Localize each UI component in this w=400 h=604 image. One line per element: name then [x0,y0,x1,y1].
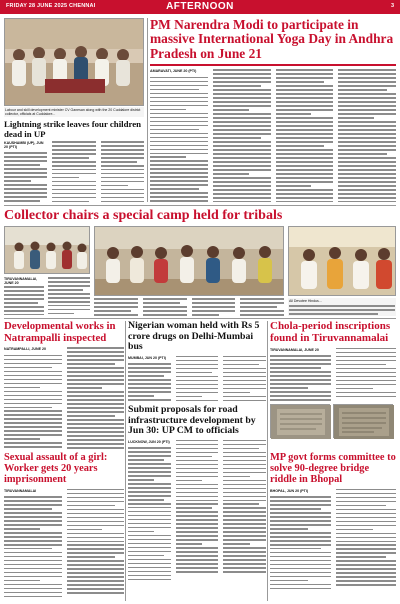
submit-headline: Submit proposals for road infrastructure development by Jun 30: UP CM to officials [128,405,256,437]
lead-dateline: AMARAVATI, JUNE 20 (PTI) [150,69,197,74]
inscription-stone-image-2 [334,405,394,439]
story-chola [270,321,396,449]
nigerian-dateline: MUMBAI, JUN 20 (PTI) [128,355,166,360]
story-lightning [4,120,144,202]
story-sexual-assault [4,452,124,602]
story-collector-col1 [4,277,44,315]
photo-top-caption-text: Labour and skill development minister CV Ganesan along with the 20 Cuddalore district collector, officials at Cuddalore... [5,108,141,117]
photo-right-caption [288,298,396,316]
developmental-headline: Developmental works in Natrampalli inspected [4,321,116,344]
photo-right-caption-text: All Devotee Hindus... [289,299,322,303]
story-collector-col3 [94,298,284,316]
photo-collector-1 [4,226,90,274]
mp-headline: MP govt forms committee to solve 90-degree bridge riddle in Bhopal [270,452,396,486]
lead-headline: PM Narendra Modi to participate in massive International Yoga Day in Andhra Pradesh on June 21 [150,18,394,61]
collector-headline: Collector chairs a special camp held for tribals [4,208,283,223]
group-photo-image [5,19,144,106]
story-collector-col2 [48,277,90,315]
submit-dateline: LUCKNOW, JUN 20 (PTI) [128,439,170,444]
story-developmental [4,321,124,449]
lightning-dateline: KAUSHAMBI (UP), JUN 20 (PTI) [4,141,44,149]
newspaper-brand: AFTERNOON [166,1,234,12]
nigerian-headline: Nigerian woman held with Rs 5 crore drugs on Delhi-Mumbai bus [128,321,260,353]
developmental-dateline: NATRAMPALLI, JUNE 20 [4,347,46,352]
chola-headline: Chola-period inscriptions found in Tiruvannamalai [270,321,391,344]
photo-inscription-2 [333,404,393,438]
camp-photo-image-2 [95,227,284,296]
story-mp-bridge [270,452,396,602]
tiruvannamalai-dateline: TIRUVANNAMALAI, JUNE 20 [4,277,38,285]
temple-photo-image [289,227,396,296]
page-number: 3 [390,3,394,9]
photo-collector-2 [94,226,284,296]
photo-top-caption [4,107,144,117]
inscription-stone-image-1 [271,405,331,439]
mp-dateline: BHOPAL, JUN 20 (PTI) [270,488,309,493]
issue-date: FRIDAY 28 JUNE 2025 CHENNAI [6,3,96,9]
story-nigerian [128,321,266,401]
photo-collector-3 [288,226,396,296]
story-submit [128,405,266,601]
story-lead [150,18,396,202]
sexual-dateline: TIRUVANNAMALAI [4,488,37,493]
photo-inscription-1 [270,404,330,438]
sexual-headline: Sexual assault of a girl: Worker gets 20 years imprisonment [4,452,108,486]
camp-photo-image-1 [5,227,90,274]
chola-dateline: TIRUVANNAMALAI, JUNE 20 [270,347,319,352]
photo-top-left [4,18,144,106]
lightning-headline: Lightning strike leaves four children dead in UP [4,120,142,139]
masthead [0,0,400,14]
